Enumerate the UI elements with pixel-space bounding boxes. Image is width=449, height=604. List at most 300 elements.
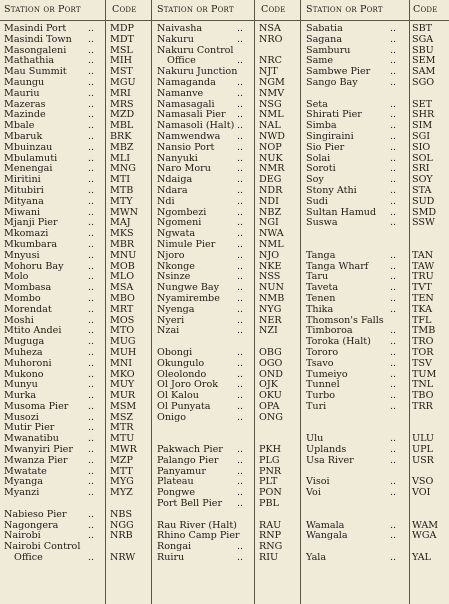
station-name: Wamala (306, 519, 345, 531)
station-code: NYG (259, 303, 282, 315)
station-name: Pakwach Pier (157, 444, 223, 456)
leader-dots: .. (88, 271, 95, 283)
leader-dots: .. (390, 217, 397, 229)
leader-dots: .. (88, 260, 95, 272)
leader-dots: .. (88, 336, 95, 348)
station-row (306, 251, 446, 262)
station-name: Mwanza Pier (4, 454, 68, 466)
station-name: Onigo (157, 411, 187, 423)
column-2 (157, 24, 297, 564)
station-code: PLT (259, 476, 278, 488)
station-name: Okungulo (157, 357, 205, 369)
station-code: SEM (412, 55, 436, 67)
leader-dots: .. (88, 55, 95, 67)
station-code: NRO (259, 33, 283, 45)
station-name: Thika (306, 303, 334, 315)
station-name: Ndara (157, 184, 188, 196)
leader-dots: .. (88, 454, 95, 466)
station-row (306, 305, 446, 316)
leader-dots: .. (390, 346, 397, 358)
station-code: MBZ (110, 141, 134, 153)
leader-dots: .. (88, 400, 95, 412)
station-code: NDR (259, 184, 283, 196)
station-name: Mityana (4, 195, 44, 207)
station-code: MTI (110, 174, 131, 186)
station-row (306, 456, 446, 467)
station-code: NSA (259, 23, 281, 34)
station-code: SHR (412, 109, 435, 121)
station-code: NUN (259, 282, 284, 294)
station-name: Mohoru Bay (4, 260, 64, 272)
station-name: Nairobi (4, 530, 41, 542)
station-code: TRR (412, 400, 433, 412)
station-name: Mwanyiri Pier (4, 444, 73, 456)
leader-dots: .. (88, 325, 95, 337)
leader-dots: .. (390, 195, 397, 207)
station-code: NRW (110, 552, 136, 564)
station-code: MBR (110, 238, 135, 250)
station-row (306, 359, 446, 370)
station-name: Nakuru Junction (157, 66, 238, 78)
station-row (306, 488, 446, 499)
station-name: Myanzi (4, 487, 40, 499)
station-name: Plateau (157, 476, 194, 488)
station-code: MOB (110, 260, 135, 272)
leader-dots: .. (237, 130, 244, 142)
leader-dots: .. (390, 23, 397, 34)
leader-dots: .. (390, 444, 397, 456)
leader-dots: .. (237, 76, 244, 88)
station-name: Mazinde (4, 109, 46, 121)
leader-dots: .. (390, 44, 397, 56)
station-code: SIO (412, 141, 431, 153)
station-name: Mitubiri (4, 184, 44, 196)
station-name: Mombasa (4, 282, 52, 294)
column-divider (300, 0, 301, 604)
leader-dots: .. (88, 66, 95, 78)
leader-dots: .. (88, 390, 95, 402)
station-name: Nyamirembe (157, 292, 220, 304)
station-code: NSS (259, 271, 281, 283)
leader-dots: .. (237, 454, 244, 466)
station-code: MSL (110, 44, 133, 56)
leader-dots: .. (88, 519, 95, 531)
leader-dots: .. (237, 476, 244, 488)
leader-dots: .. (237, 411, 244, 423)
leader-dots: .. (237, 174, 244, 186)
station-row (157, 143, 297, 154)
station-row (157, 326, 297, 337)
leader-dots: .. (390, 109, 397, 121)
station-name: Masindi Town (4, 33, 72, 45)
station-header: Station or Port (306, 4, 383, 15)
column-1 (4, 24, 149, 564)
station-code: MYZ (110, 487, 133, 499)
leader-dots: .. (237, 444, 244, 456)
leader-dots: .. (88, 120, 95, 132)
leader-dots: .. (88, 206, 95, 218)
leader-dots: .. (88, 433, 95, 445)
station-name: Sio Pier (306, 141, 345, 153)
station-code: NGG (110, 519, 134, 531)
leader-dots: .. (390, 530, 397, 542)
leader-dots: .. (237, 552, 244, 564)
station-code: MUR (110, 390, 136, 402)
leader-dots: .. (237, 23, 244, 34)
leader-dots: .. (237, 33, 244, 45)
leader-dots: .. (88, 487, 95, 499)
station-name: Mwatate (4, 465, 47, 477)
leader-dots: .. (237, 390, 244, 402)
leader-dots: .. (390, 55, 397, 67)
leader-dots: .. (88, 98, 95, 110)
leader-dots: .. (88, 184, 95, 196)
leader-dots: .. (390, 163, 397, 175)
leader-dots: .. (390, 141, 397, 153)
leader-dots: .. (390, 292, 397, 304)
leader-dots: .. (237, 206, 244, 218)
station-code: PNR (259, 465, 282, 477)
station-name: Ndi (157, 195, 175, 207)
station-code: TNL (412, 379, 434, 391)
station-name: Samburu (306, 44, 351, 56)
station-row (4, 488, 149, 499)
station-name: Turbo (306, 390, 336, 402)
station-code: NMV (259, 87, 285, 99)
station-code: WAM (412, 519, 439, 531)
station-code: SBU (412, 44, 434, 56)
station-code: MLO (110, 271, 135, 283)
station-name: Munyu (4, 379, 38, 391)
station-code: MBL (110, 120, 134, 132)
station-code: MKS (110, 228, 134, 240)
station-code: OJK (259, 379, 278, 391)
station-name: Nairobi Control (4, 541, 81, 553)
station-name: Sultan Hamud (306, 206, 377, 218)
station-row (306, 218, 446, 229)
station-code: MUH (110, 346, 137, 358)
station-name: Shirati Pier (306, 109, 362, 121)
station-name: Tenen (306, 292, 336, 304)
station-code: TKA (412, 303, 433, 315)
station-name: Njoro (157, 249, 185, 261)
station-name: Masindi Port (4, 23, 67, 34)
station-code: SIM (412, 120, 433, 132)
leader-dots: .. (88, 346, 95, 358)
station-code: SOL (412, 152, 433, 164)
station-name: Visoi (306, 476, 330, 488)
leader-dots: .. (88, 379, 95, 391)
leader-dots: .. (390, 390, 397, 402)
leader-dots: .. (88, 195, 95, 207)
leader-dots: .. (390, 249, 397, 261)
station-code: MDT (110, 33, 134, 45)
leader-dots: .. (88, 152, 95, 164)
leader-dots: .. (237, 55, 244, 67)
station-code: MNG (110, 163, 136, 175)
station-code: PON (259, 487, 282, 499)
station-row (306, 402, 446, 413)
station-code: MDP (110, 23, 134, 34)
leader-dots: .. (390, 152, 397, 164)
station-code: MYG (110, 476, 134, 488)
station-row (306, 143, 446, 154)
station-name: Seta (306, 98, 328, 110)
station-code: RIU (259, 552, 279, 564)
station-code: MGU (110, 76, 136, 88)
leader-dots: .. (390, 519, 397, 531)
station-code: MRS (110, 98, 134, 110)
station-name: Morendat (4, 303, 52, 315)
station-name: Namanve (157, 87, 204, 99)
leader-dots: .. (390, 325, 397, 337)
leader-dots: .. (88, 87, 95, 99)
station-code: NWA (259, 228, 284, 240)
station-code: OGO (259, 357, 283, 369)
station-row (306, 35, 446, 46)
station-name: Office (14, 552, 43, 564)
leader-dots: .. (237, 260, 244, 272)
station-name: Naivasha (157, 23, 203, 34)
station-code: MWN (110, 206, 139, 218)
station-code: OBG (259, 346, 282, 358)
station-code: MIH (110, 55, 132, 67)
leader-dots: .. (237, 109, 244, 121)
leader-dots: .. (88, 44, 95, 56)
station-name: Timboroa (306, 325, 353, 337)
station-row (4, 251, 149, 262)
station-name: Nansio Port (157, 141, 215, 153)
station-row (306, 229, 446, 240)
station-row (4, 359, 149, 370)
leader-dots: .. (88, 314, 95, 326)
leader-dots: .. (88, 357, 95, 369)
station-code: MWR (110, 444, 137, 456)
leader-dots: .. (390, 379, 397, 391)
station-code: NUK (259, 152, 283, 164)
leader-dots: .. (237, 325, 244, 337)
station-row (157, 89, 297, 100)
station-name: Taveta (306, 282, 339, 294)
station-code: NSG (259, 98, 282, 110)
station-row (4, 35, 149, 46)
station-row (4, 143, 149, 154)
station-code: MKO (110, 368, 135, 380)
station-code: SBT (412, 23, 433, 34)
leader-dots: .. (237, 152, 244, 164)
station-row (306, 89, 446, 100)
leader-dots: .. (237, 303, 244, 315)
station-code: TBO (412, 390, 434, 402)
leader-dots: .. (237, 368, 244, 380)
station-code: MTB (110, 184, 134, 196)
leader-dots: .. (237, 195, 244, 207)
code-header: Code (112, 4, 137, 15)
station-code: MST (110, 66, 133, 78)
station-name: Mkumbara (4, 238, 58, 250)
station-code: MTO (110, 325, 135, 337)
station-code: TVT (412, 282, 432, 294)
station-name: Tsavo (306, 357, 334, 369)
station-row (4, 305, 149, 316)
station-code: SUD (412, 195, 435, 207)
leader-dots: .. (88, 552, 95, 564)
station-row (306, 78, 446, 89)
leader-dots: .. (88, 76, 95, 88)
station-code: TRO (412, 336, 434, 348)
station-code: DEG (259, 174, 282, 186)
station-name: Tanga (306, 249, 336, 261)
station-name: Stony Athi (306, 184, 357, 196)
station-code: NJT (259, 66, 278, 78)
station-code: TAW (412, 260, 435, 272)
station-name: Muheza (4, 346, 43, 358)
station-name: Panyamur (157, 465, 206, 477)
station-name: Mbaruk (4, 130, 43, 142)
station-name: Nyeri (157, 314, 185, 326)
station-code: ULU (412, 433, 435, 445)
station-code: OPA (259, 400, 280, 412)
station-name: Thomson's Falls (306, 314, 384, 326)
station-name: Mkomazi (4, 228, 49, 240)
station-code: OKU (259, 390, 282, 402)
station-row (157, 553, 297, 564)
station-name: Myanga (4, 476, 44, 488)
leader-dots: .. (390, 260, 397, 272)
leader-dots: .. (237, 541, 244, 553)
leader-dots: .. (390, 336, 397, 348)
leader-dots: .. (88, 174, 95, 186)
station-name: Singiraini (306, 130, 354, 142)
station-code: MUG (110, 336, 136, 348)
station-code: MTU (110, 433, 135, 445)
station-name: Miwani (4, 206, 41, 218)
station-header: Station or Port (157, 4, 234, 15)
station-code: TAN (412, 249, 434, 261)
leader-dots: .. (390, 357, 397, 369)
station-name: Same (306, 55, 334, 67)
station-name: Sudi (306, 195, 328, 207)
leader-dots: .. (390, 400, 397, 412)
leader-dots: .. (237, 379, 244, 391)
station-code: STA (412, 184, 432, 196)
station-name: Nyenga (157, 303, 195, 315)
station-code: SGO (412, 76, 435, 88)
station-code: NZI (259, 325, 278, 337)
leader-dots: .. (237, 87, 244, 99)
station-name: Naro Moru (157, 163, 211, 175)
station-code: MRT (110, 303, 134, 315)
station-name: Nakuru Control (157, 44, 234, 56)
station-name: Nanyuki (157, 152, 198, 164)
station-name: Mombo (4, 292, 41, 304)
station-name: Mjanji Pier (4, 217, 58, 229)
station-name: Nzai (157, 325, 180, 337)
station-code: MNU (110, 249, 137, 261)
station-name: Mathathia (4, 55, 55, 67)
station-name: Namasoli (Halt) (157, 120, 235, 132)
station-row (157, 251, 297, 262)
leader-dots: .. (237, 184, 244, 196)
station-code: TEN (412, 292, 434, 304)
leader-dots: .. (88, 163, 95, 175)
station-name: Murka (4, 390, 37, 402)
station-code: SOY (412, 174, 433, 186)
leader-dots: .. (390, 271, 397, 283)
leader-dots: .. (88, 228, 95, 240)
station-name: Tanga Wharf (306, 260, 369, 272)
station-header: Station or Port (4, 4, 81, 15)
code-header: Code (261, 4, 286, 15)
station-code: SRI (412, 163, 430, 175)
leader-dots: .. (390, 206, 397, 218)
station-code: UPL (412, 444, 433, 456)
station-name: Musozi (4, 411, 39, 423)
leader-dots: .. (390, 433, 397, 445)
station-code: NAL (259, 120, 281, 132)
station-code: VSO (412, 476, 434, 488)
leader-dots: .. (88, 141, 95, 153)
leader-dots: .. (390, 368, 397, 380)
leader-dots: .. (88, 130, 95, 142)
station-name: Menengai (4, 163, 53, 175)
leader-dots: .. (88, 109, 95, 121)
station-code: MAJ (110, 217, 131, 229)
station-code: MZD (110, 109, 135, 121)
station-name: Tunnel (306, 379, 340, 391)
station-name: Molo (4, 271, 29, 283)
station-name: Yala (306, 552, 327, 564)
leader-dots: .. (390, 552, 397, 564)
station-name: Palango Pier (157, 454, 219, 466)
station-name: Sambwe Pier (306, 66, 371, 78)
station-name: Mnyusi (4, 249, 40, 261)
leader-dots: .. (237, 346, 244, 358)
station-name: Ndaiga (157, 174, 193, 186)
station-name: Namasali Pier (157, 109, 226, 121)
leader-dots: .. (88, 530, 95, 542)
station-name: Sango Bay (306, 76, 358, 88)
leader-dots: .. (390, 33, 397, 45)
leader-dots: .. (237, 238, 244, 250)
station-name: Ngomeni (157, 217, 202, 229)
station-name: Nimule Pier (157, 238, 216, 250)
station-name: Mbuinzau (4, 141, 53, 153)
station-name: Moshi (4, 314, 34, 326)
station-row (157, 305, 297, 316)
station-code: MNI (110, 357, 133, 369)
leader-dots: .. (390, 454, 397, 466)
station-name: Usa River (306, 454, 354, 466)
station-code: TFL (412, 314, 432, 326)
leader-dots: .. (88, 33, 95, 45)
station-row (306, 553, 446, 564)
leader-dots: .. (390, 120, 397, 132)
leader-dots: .. (88, 411, 95, 423)
station-code: NGI (259, 217, 279, 229)
leader-dots: .. (88, 444, 95, 456)
station-code: MTT (110, 465, 133, 477)
station-code: NRC (259, 55, 282, 67)
station-code: NDI (259, 195, 279, 207)
leader-dots: .. (88, 368, 95, 380)
station-name: Nakuru (157, 33, 194, 45)
station-row (157, 499, 297, 510)
leader-dots: .. (237, 141, 244, 153)
station-name: Namwendwa (157, 130, 221, 142)
station-code: WGA (412, 530, 437, 542)
station-code: NML (259, 109, 284, 121)
